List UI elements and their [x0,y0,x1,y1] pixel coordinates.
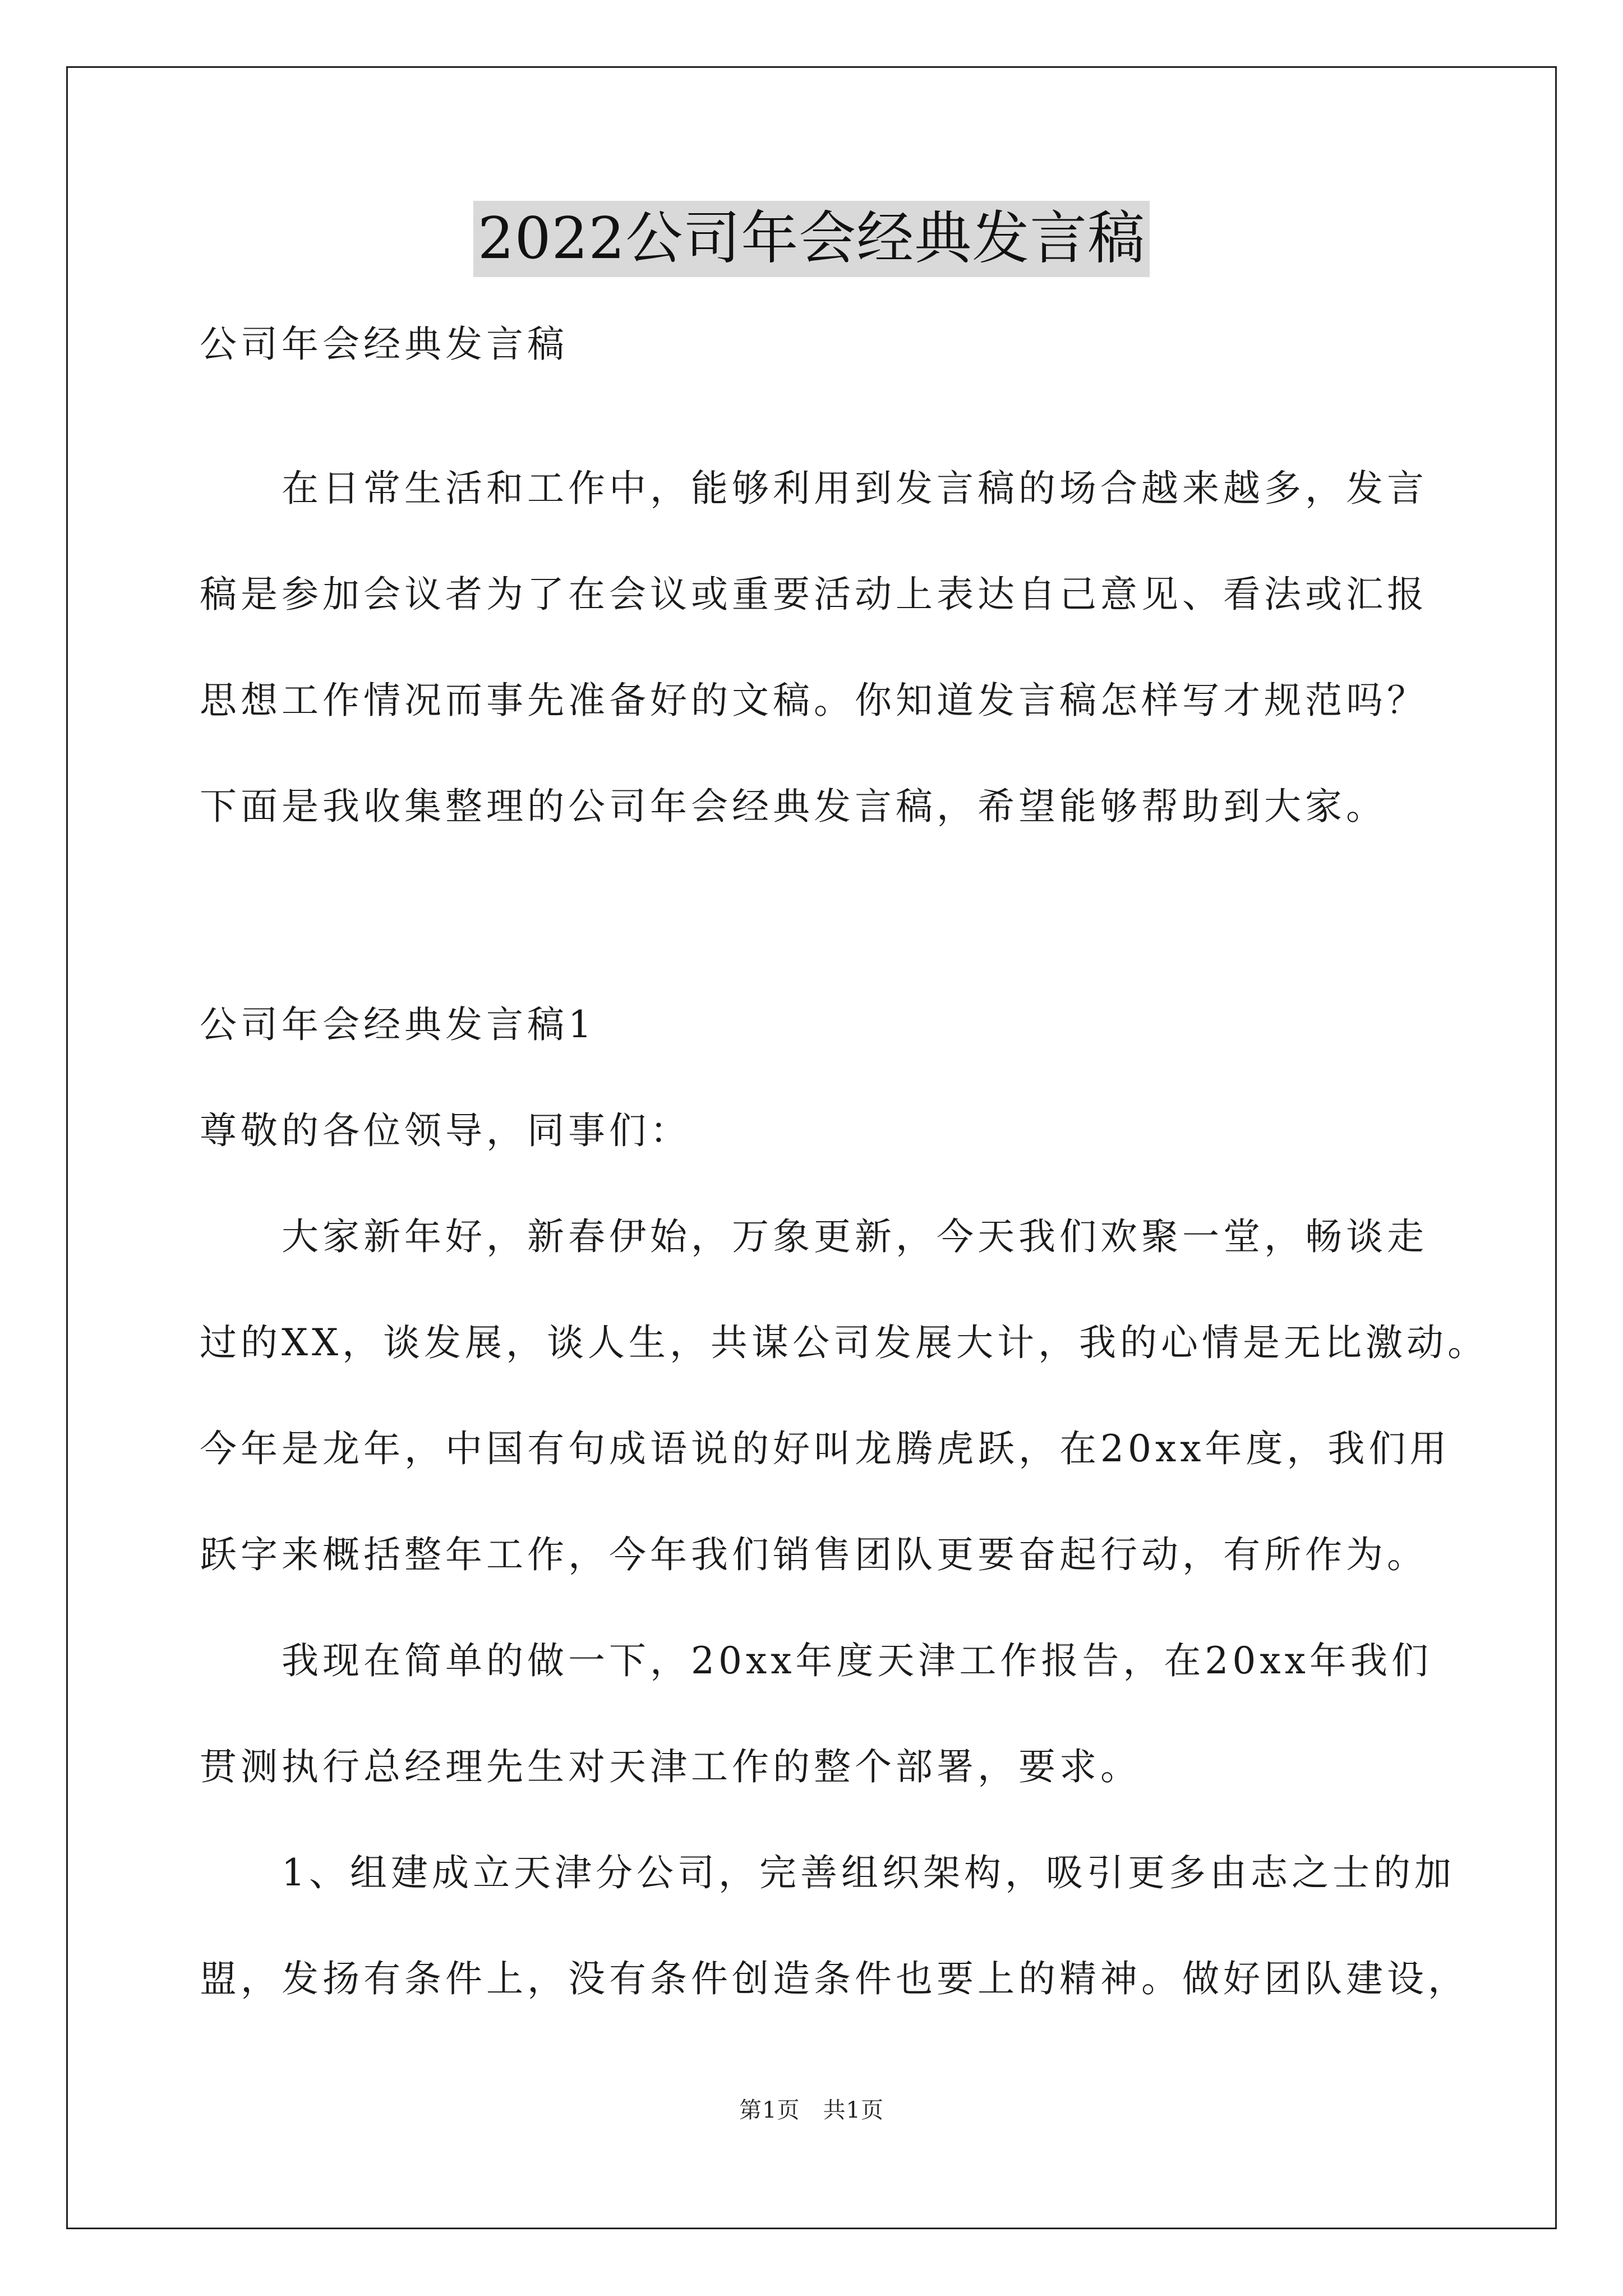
body-line-1: 公司年会经典发言稿 [200,323,568,366]
body-line-4: 思想工作情况而事先准备好的文稿。你知道发言稿怎样写才规范吗？ [200,679,1428,722]
body-line-3: 稿是参加会议者为了在会议或重要活动上表达自己意见、看法或汇报 [200,573,1428,616]
body-line-8: 大家新年好，新春伊始，万象更新，今天我们欢聚一堂，畅谈走 [200,1215,1428,1258]
body-line-15: 盟，发扬有条件上，没有条件创造条件也要上的精神。做好团队建设， [200,1957,1469,2000]
body-line-13: 贯测执行总经理先生对天津工作的整个部署，要求。 [200,1745,1141,1788]
body-line-5: 下面是我收集整理的公司年会经典发言稿，希望能够帮助到大家。 [200,785,1387,828]
body-line-14: 1、组建成立天津分公司，完善组织架构，吸引更多由志之士的加 [200,1851,1455,1894]
body-line-2: 在日常生活和工作中，能够利用到发言稿的场合越来越多，发言 [200,467,1428,510]
body-line-6: 公司年会经典发言稿1 [200,1003,596,1046]
body-line-10: 今年是龙年，中国有句成语说的好叫龙腾虎跃，在20xx年度，我们用 [200,1427,1451,1470]
body-line-9: 过的XX，谈发展，谈人生，共谋公司发展大计，我的心情是无比激动。 [200,1321,1488,1364]
body-line-7: 尊敬的各位领导，同事们： [200,1109,691,1152]
body-line-11: 跃字来概括整年工作，今年我们销售团队更要奋起行动，有所作为。 [200,1533,1428,1576]
body-line-12: 我现在简单的做一下，20xx年度天津工作报告，在20xx年我们 [200,1639,1432,1682]
title-container [0,201,1623,277]
document-title: 2022公司年会经典发言稿 [473,201,1150,277]
page-footer: 第1页 共1页 [739,2097,884,2123]
